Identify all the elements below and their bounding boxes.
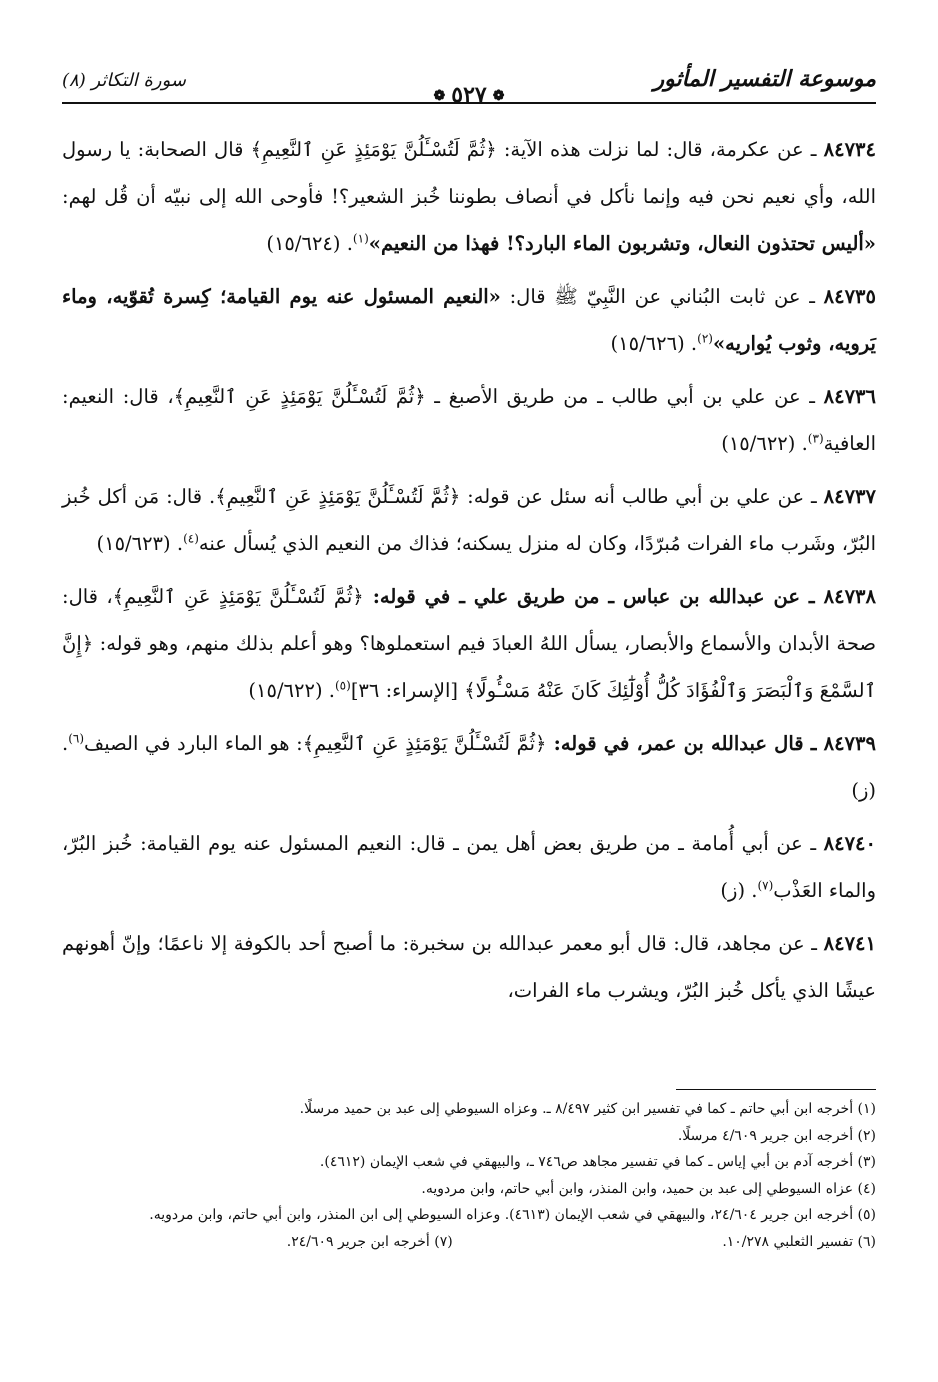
footnote-marker[interactable]: (١) <box>352 231 369 246</box>
page <box>62 62 876 1020</box>
footnote-4: (٤) عزاه السيوطي إلى عبد بن حميد، وابن المنذر، وابن أبي حاتم، وابن مردويه. <box>421 1180 876 1197</box>
quran-verse: ﴿ثُمَّ لَتُسْـَٔلُنَّ يَوْمَئِذٍ عَنِ ٱلنَّعِيمِ﴾ <box>250 138 497 161</box>
entry-number: ٨٤٧٣٤ <box>823 138 877 161</box>
entry-84735 <box>62 273 876 367</box>
footnote-3: (٣) أخرجه آدم بن أبي إياس ـ كما في تفسير مجاهد ص٧٤٦ ـ، والبيهقي في شعب الإيمان (٤٦١٢). <box>319 1154 876 1170</box>
surah-title: سورة التكاثر (٨) <box>62 70 186 91</box>
entry-text: ـ قال عبدالله بن عمر، في قوله: <box>546 732 824 755</box>
entry-ref: . (ز) <box>62 732 876 802</box>
entry-ref: . (١٥/٦٢٢) <box>721 432 808 455</box>
main-text <box>62 126 876 1014</box>
footnotes <box>62 1096 876 1255</box>
ornament-icon: ❁ <box>433 88 446 104</box>
quran-verse: ﴿ثُمَّ لَتُسْـَٔلُنَّ يَوْمَئِذٍ عَنِ ٱلنَّعِيمِ﴾ <box>112 585 364 608</box>
entry-text: . قال: مَن أكل خُبز البُرّ، وشَرب ماء الفرات مُبرّدًا، وكان له منزل يسكنه؛ فذاك من النعيم الذي يُسأل عنه <box>62 485 876 555</box>
entry-text: ، قال: صحة الأبدان والأسماع والأبصار، يسأل اللهُ العبادَ فيم استعملوها؟ وهو أعلم بذلك منهم، وهو قوله: <box>62 585 876 655</box>
entry-number: ٨٤٧٣٩ <box>823 732 876 755</box>
book-title: موسوعة التفسير المأثور <box>653 66 876 92</box>
footnote-marker[interactable]: (٦) <box>68 731 85 746</box>
hadith-quote: «النعيم المسئول عنه يوم القيامة؛ كِسرة تُقوّيه، وماء يَرويه، وثوب يُواريه» <box>62 285 876 355</box>
entry-84737 <box>62 473 876 567</box>
entry-text: ـ عن عبدالله بن عباس ـ من طريق علي ـ في قوله: <box>363 585 824 608</box>
verse-ref: [الإسراء: ٣٦] <box>350 679 465 702</box>
footnote-7: (٧) أخرجه ابن جرير ٢٤/٦٠٩. <box>286 1233 453 1250</box>
entry-text: ـ عن ثابت البُناني عن النَّبِيّ ﷺ قال: <box>500 285 824 308</box>
header-rule <box>62 102 876 104</box>
entry-ref: . (١٥/٦٢٤) <box>266 232 353 255</box>
entry-text: : هو الماء البارد في الصيف <box>84 732 303 755</box>
entry-number: ٨٤٧٣٦ <box>823 385 876 408</box>
entry-84741 <box>62 920 876 1014</box>
entry-84740 <box>62 820 876 914</box>
entry-number: ٨٤٧٤١ <box>823 932 876 955</box>
quran-verse: ﴿ثُمَّ لَتُسْـَٔلُنَّ يَوْمَئِذٍ عَنِ ٱلنَّعِيمِ﴾ <box>302 732 547 755</box>
page-header <box>62 62 876 110</box>
entry-ref: . (١٥/٦٢٢) <box>248 679 335 702</box>
footnote-6: (٦) تفسير الثعلبي ١٠/٢٧٨. <box>722 1233 876 1250</box>
entry-84736 <box>62 373 876 467</box>
entry-text: ـ عن عكرمة، قال: لما نزلت هذه الآية: <box>496 138 824 161</box>
hadith-quote: «أليس تحتذون النعال، وتشربون الماء البارد؟! فهذا من النعيم» <box>368 232 876 255</box>
entry-number: ٨٤٧٣٧ <box>823 485 876 508</box>
footnote-5: (٥) أخرجه ابن جرير ٢٤/٦٠٤، والبيهقي في شعب الإيمان (٤٦١٣). وعزاه السيوطي إلى ابن المنذر، وابن أبي حاتم، وابن مردويه. <box>149 1207 876 1223</box>
footnote-row <box>62 1229 876 1256</box>
entry-ref: . (ز) <box>720 879 758 902</box>
page-number: ٥٢٧ <box>451 82 487 108</box>
quran-verse: ﴿ثُمَّ لَتُسْـَٔلُنَّ يَوْمَئِذٍ عَنِ ٱلنَّعِيمِ﴾ <box>215 485 461 508</box>
entry-84739 <box>62 720 876 814</box>
footnote-marker[interactable]: (٤) <box>183 531 199 546</box>
footnote-marker[interactable]: (٣) <box>807 431 824 446</box>
entry-84738 <box>62 573 876 714</box>
entry-text: ـ عن علي بن أبي طالب أنه سئل عن قوله: <box>460 485 824 508</box>
footnote-2: (٢) أخرجه ابن جرير ٤/٦٠٩ مرسلًا. <box>677 1127 876 1144</box>
entry-number: ٨٤٧٣٥ <box>823 285 876 308</box>
entry-text: قال الصحابة: يا رسول الله، وأي نعيم نحن فيه وإنما نأكل في أنصاف بطوننا خُبز الشعير؟! فأوحى الله إلى نبيّه أن قُل لهم: <box>62 138 877 208</box>
footnote-1: (١) أخرجه ابن أبي حاتم ـ كما في تفسير ابن كثير ٨/٤٩٧ ـ. وعزاه السيوطي إلى عبد بن حميد مرسلًا. <box>299 1101 876 1117</box>
entry-text: ـ عن أبي أُمامة ـ من طريق بعض أهل يمن ـ قال: النعيم المسئول عنه يوم القيامة: خُبز البُرّ، والماء العَذْب <box>62 832 876 902</box>
ornament-icon: ❁ <box>492 88 505 104</box>
entry-ref: . (١٥/٦٢٣) <box>96 532 184 555</box>
footnote-marker[interactable]: (٥) <box>334 678 351 693</box>
entry-number: ٨٤٧٤٠ <box>823 832 876 855</box>
footnote-marker[interactable]: (٢) <box>697 331 713 346</box>
entry-number: ٨٤٧٣٨ <box>823 585 876 608</box>
entry-ref: . (١٥/٦٢٦) <box>610 332 698 355</box>
footnote-rule <box>676 1089 876 1090</box>
entry-84734 <box>62 126 876 267</box>
footnote-marker[interactable]: (٧) <box>757 878 774 893</box>
entry-text: ، قال: النعيم: العافية <box>62 385 876 455</box>
entry-text: ـ عن مجاهد، قال: قال أبو معمر عبدالله بن سخبرة: ما أصبح أحد بالكوفة إلا ناعمًا؛ وإنّ أهونهم عيشًا الذي يأكل خُبز البُرّ، ويشرب ماء الفرات، <box>62 932 876 1002</box>
quran-verse: ﴿ثُمَّ لَتُسْـَٔلُنَّ يَوْمَئِذٍ عَنِ ٱلنَّعِيمِ﴾ <box>173 385 426 408</box>
entry-text: ـ عن علي بن أبي طالب ـ من طريق الأصبغ ـ <box>425 385 824 408</box>
quran-verse: ﴿إِنَّ ٱلسَّمْعَ وَٱلْبَصَرَ وَٱلْفُؤَادَ كُلُّ أُوْلَٰٓئِكَ كَانَ عَنْهُ مَسْـُٔولًا﴾ <box>62 632 876 702</box>
